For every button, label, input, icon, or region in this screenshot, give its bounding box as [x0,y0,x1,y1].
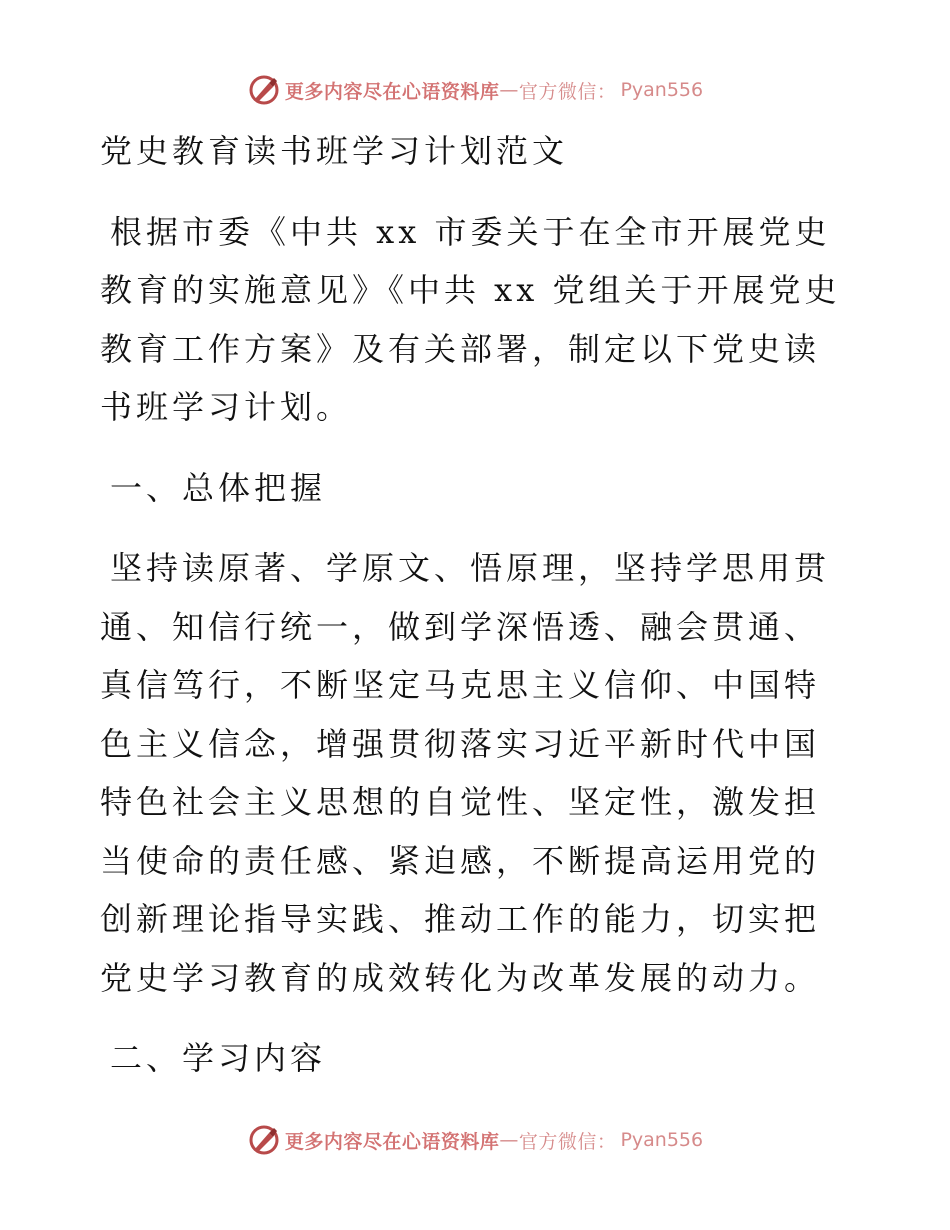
document-title: 党史教育读书班学习计划范文 [100,132,569,170]
watermark-text: 更多内容尽在心语资料库 [284,1130,500,1153]
watermark-dash: — [499,79,519,101]
watermark-banner-bottom [0,1120,950,1160]
watermark-handle: Pyan556 [620,1129,704,1151]
pen-nib-icon [247,1123,281,1157]
watermark-wechat-label: 官方微信： [518,80,617,103]
watermark-handle: Pyan556 [620,79,704,101]
section-heading-1: 一、总体把握 [110,468,327,507]
intro-paragraph: 根据市委《中共 xx 市委关于在全市开展党史教育的实施意见》《中共 xx 党组关于开展党史教育工作方案》及有关部署，制定以下党史读书班学习计划。 [100,212,841,426]
section-heading-2: 二、学习内容 [110,1039,327,1077]
pen-nib-icon [247,73,281,107]
document-body [100,122,850,1088]
section-body-1: 坚持读原著、学原文、悟原理，坚持学思用贯通、知信行统一，做到学深悟透、融会贯通、真信笃行，不断坚定马克思主义信仰、中国特色主义信念，增强贯彻落实习近平新时代中国特色社会主义思想的自觉性、坚定性，激发担当使命的责任感、紧迫感，不断提高运用党的创新理论指导实践、推动工作的能力，切实把党史学习教育的成效转化为改革发展的动力。 [100,549,831,997]
watermark-wechat-label: 官方微信： [518,1130,617,1153]
watermark-dash: — [499,1129,519,1151]
watermark-banner-top [0,70,950,110]
watermark-text: 更多内容尽在心语资料库 [284,80,500,103]
